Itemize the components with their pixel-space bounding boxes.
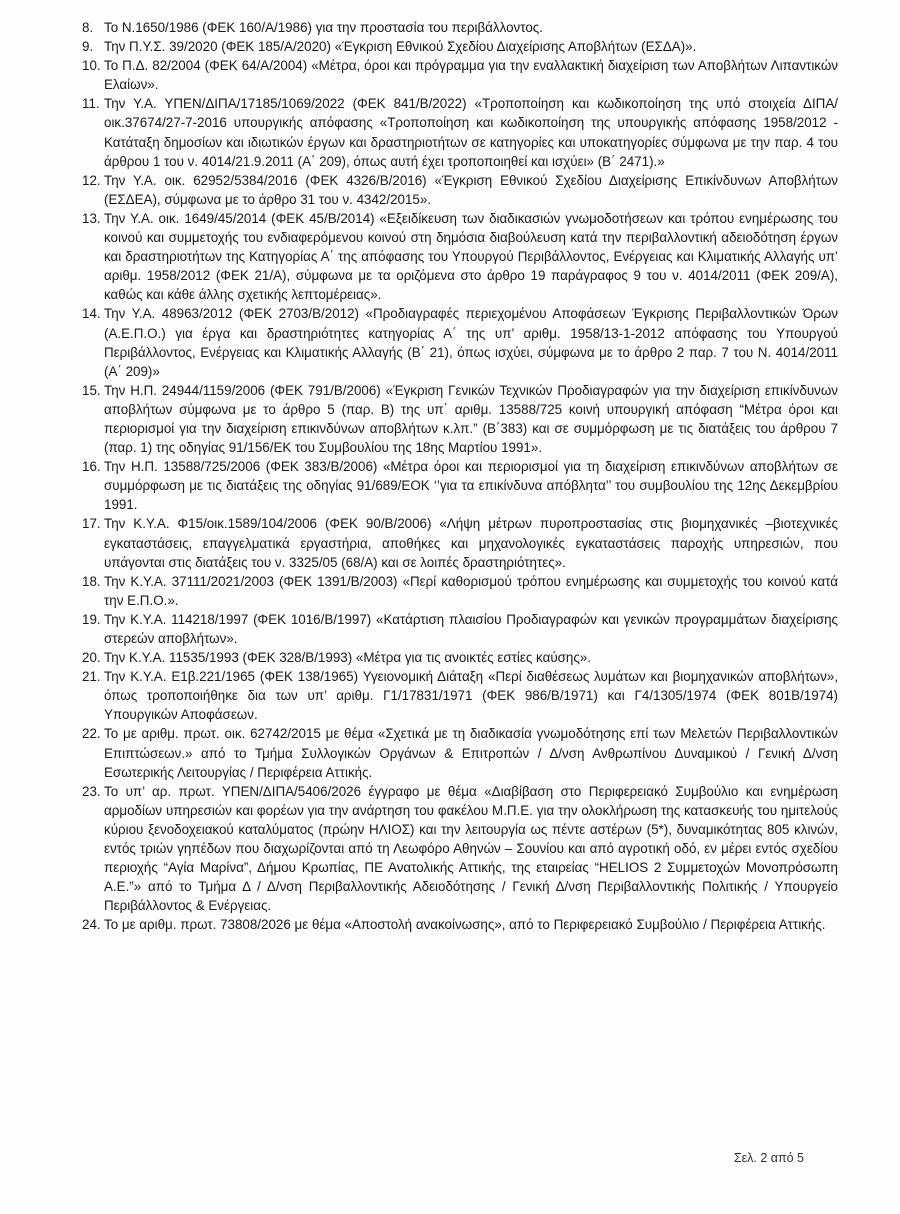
list-item <box>82 304 838 380</box>
item-number: 20. <box>82 650 101 666</box>
item-text: Την Υ.Α. οικ. 62952/5384/2016 (ΦΕΚ 4326/Β/2016) «Έγκριση Εθνικού Σχεδίου Διαχείρισης Επικίνδυνων Αποβλήτων (ΕΣΔΕΑ), σύμφωνα με το άρθρο 31 του ν. 4342/2015». <box>104 172 838 207</box>
item-text: Την Η.Π. 13588/725/2006 (ΦΕΚ 383/Β/2006) «Μέτρα όροι και περιορισμοί για τη διαχείριση επικινδύνων αποβλήτων σε συμμόρφωση με τις διατάξεις της οδηγίας 91/689/ΕΟΚ ‘’για τα επικίνδυνα απόβλητα’’ του συμβουλίου της 12ης Δεκεμβρίου 1991. <box>104 459 838 513</box>
item-text: Την Κ.Υ.Α. Ε1β.221/1965 (ΦΕΚ 138/1965) Υγειονομική Διάταξη «Περί διαθέσεως λυμάτων και βιομηχανικών αποβλήτων», όπως τροποποιήθηκε δια των υπ’ αριθμ. Γ1/17831/1971 (ΦΕΚ 986/Β/1971) και Γ4/1305/1974 (ΦΕΚ 801Β/1974) Υπουργικών Αποφάσεων. <box>104 669 838 723</box>
item-number: 24. <box>82 917 101 933</box>
item-number: 14. <box>82 306 101 322</box>
item-number: 23. <box>82 783 101 799</box>
item-text: Το με αριθμ. πρωτ. οικ. 62742/2015 με θέμα «Σχετικά με τη διαδικασία γνωμοδότησης επί των Μελετών Περιβαλλοντικών Επιπτώσεων.» από το Τμήμα Συλλογικών Οργάνων & Επιτροπών / Δ/νση Ανθρωπίνου Δυναμικού / Γενική Δ/νση Εσωτερικής Λειτουργίας / Περιφέρεια Αττικής. <box>104 726 838 780</box>
references-list <box>82 18 838 935</box>
page-number: Σελ. 2 από 5 <box>733 1151 804 1165</box>
list-item <box>82 667 838 724</box>
list-item <box>82 94 838 170</box>
list-item <box>82 724 838 781</box>
item-text: Την Υ.Α. 48963/2012 (ΦΕΚ 2703/Β/2012) «Προδιαγραφές περιεχομένου Αποφάσεων Έγκρισης Περιβαλλοντικών Όρων (Α.Ε.Π.Ο.) για έργα και δραστηριότητες κατηγορίας Α΄ της υπ’ αριθμ. 1958/13-1-2012 απόφασης του Υπουργού Περιβάλλοντος, Ενέργειας και Κλιματικής Αλλαγής (Β΄ 21), όπως ισχύει, σύμφωνα με το άρθρο 2 παρ. 7 του Ν. 4014/2011 (Α΄ 209)» <box>104 306 838 379</box>
list-item <box>82 514 838 571</box>
item-text: Την Κ.Υ.Α. Φ15/οικ.1589/104/2006 (ΦΕΚ 90/Β/2006) «Λήψη μέτρων πυροπροστασίας στις βιομηχανικές –βιοτεχνικές εγκαταστάσεις, επαγγελματικά εργαστήρια, αποθήκες και μηχανολογικές εγκαταστάσεις παροχής υπηρεσιών, που υπάγονται στις διατάξεις του ν. 3325/05 (68/Α) και σε λοιπές δραστηριότητες». <box>104 516 838 570</box>
item-number: 17. <box>82 516 101 532</box>
item-number: 22. <box>82 726 101 742</box>
item-text: Το Π.Δ. 82/2004 (ΦΕΚ 64/Α/2004) «Μέτρα, όροι και πρόγραμμα για την εναλλακτική διαχείριση των Αποβλήτων Λιπαντικών Ελαίων». <box>104 58 838 93</box>
item-number: 12. <box>82 172 101 188</box>
item-text: Το υπ’ αρ. πρωτ. ΥΠΕΝ/ΔΙΠΑ/5406/2026 έγγραφο με θέμα «Διαβίβαση στο Περιφερειακό Συμβούλιο και ενημέρωση αρμοδίων υπηρεσιών και φορέων για την ανάρτηση του φακέλου Μ.Π.Ε. για την ολοκλήρωση της κατασκευής του ημιτελούς κύριου ξενοδοχειακού καταλύματος (πρώην ΗΛΙΟΣ) και την λειτουργία ως πέντε αστέρων (5*), δυναμικότητας 805 κλινών, εντός τριών γηπέδων που διαχωρίζονται από τη Λεωφόρο Αθηνών – Σουνίου και από αγροτική οδό, εν μέρει εντός σχεδίου περιοχής “Αγία Μαρίνα”, Δήμου Κρωπίας, ΠΕ Ανατολικής Αττικής, της εταιρείας “HELIOS 2 Συμμετοχών Μονοπρόσωπη Α.Ε.”» από το Τμήμα Δ / Δ/νση Περιβαλλοντικής Αδειοδότησης / Γενική Δ/νση Περιβαλλοντικής Πολιτικής / Υπουργείο Περιβάλλοντος & Ενέργειας. <box>104 783 838 914</box>
item-number: 21. <box>82 669 101 685</box>
item-number: 15. <box>82 382 101 398</box>
item-text: Την Π.Υ.Σ. 39/2020 (ΦΕΚ 185/Α/2020) «Έγκριση Εθνικού Σχεδίου Διαχείρισης Αποβλήτων (ΕΣΔΑ)». <box>104 39 697 55</box>
item-number: 8. <box>82 20 94 35</box>
item-number: 19. <box>82 611 101 627</box>
item-text: Την Κ.Υ.Α. 11535/1993 (ΦΕΚ 328/Β/1993) «Μέτρα για τις ανοικτές εστίες καύσης». <box>104 650 591 666</box>
list-item <box>82 18 838 37</box>
item-number: 16. <box>82 459 101 475</box>
list-item <box>82 381 838 457</box>
list-item <box>82 648 838 667</box>
item-number: 18. <box>82 573 101 589</box>
item-number: 11. <box>82 96 100 112</box>
item-number: 10. <box>82 58 101 74</box>
item-text: Το με αριθμ. πρωτ. 73808/2026 με θέμα «Αποστολή ανακοίνωσης», από το Περιφερειακό Συμβούλιο / Περιφέρεια Αττικής. <box>104 917 826 933</box>
list-item <box>82 209 838 304</box>
list-item <box>82 915 838 934</box>
item-text: Την Η.Π. 24944/1159/2006 (ΦΕΚ 791/Β/2006) «Έγκριση Γενικών Τεχνικών Προδιαγραφών για την διαχείριση επικίνδυνων αποβλήτων σύμφωνα με το άρθρο 5 (παρ. Β) της υπ΄ αριθμ. 13588/725 κοινή υπουργική απόφαση “Μέτρα όροι και περιορισμοί για την διαχείριση επικινδύνων αποβλήτων κ.λπ.” (Β΄383) και σε συμμόρφωση με τις διατάξεις του άρθρου 7 (παρ. 1) της οδηγίας 91/156/ΕΚ του Συμβουλίου της 18ης Μαρτίου 1991». <box>104 382 838 456</box>
list-item <box>82 572 838 610</box>
list-item <box>82 171 838 209</box>
item-text: Την Υ.Α. ΥΠΕΝ/ΔΙΠΑ/17185/1069/2022 (ΦΕΚ 841/Β/2022) «Τροποποίηση και κωδικοποίηση της υπό στοιχεία ΔΙΠΑ/οικ.37674/27-7-2016 υπουργικής απόφασης «Τροποποίηση και κωδικοποίηση της υπουργικής απόφασης 1958/2012 - Κατάταξη δημοσίων και ιδιωτικών έργων και δραστηριοτήτων σε κατηγορίες και υποκατηγορίες σύμφωνα με την παρ. 4 του άρθρου 1 του ν. 4014/21.9.2011 (Α΄ 209), όπως αυτή έχει τροποποιηθεί και ισχύει» (Β΄ 2471).» <box>104 96 838 169</box>
item-text: Την Κ.Υ.Α. 37111/2021/2003 (ΦΕΚ 1391/Β/2003) «Περί καθορισμού τρόπου ενημέρωσης και συμμετοχής του κοινού κατά την Ε.Π.Ο.». <box>104 573 838 608</box>
item-text: Το Ν.1650/1986 (ΦΕΚ 160/Α/1986) για την προστασία του περιβάλλοντος. <box>104 20 543 35</box>
list-item <box>82 457 838 514</box>
list-item <box>82 782 838 916</box>
list-item <box>82 37 838 56</box>
item-number: 13. <box>82 210 101 226</box>
list-item <box>82 610 838 648</box>
item-text: Την Υ.Α. οικ. 1649/45/2014 (ΦΕΚ 45/Β/2014) «Εξειδίκευση των διαδικασιών γνωμοδοτήσεων και τρόπου ενημέρωσης του κοινού και συμμετοχής του ενδιαφερόμενου κοινού στη δημόσια διαβούλευση κατά την περιβαλλοντική αδειοδότηση έργων και δραστηριοτήτων της Κατηγορίας Α΄ της απόφασης του Υπουργού Περιβάλλοντος, Ενέργειας και Κλιματικής Αλλαγής υπ’ αριθμ. 1958/2012 (ΦΕΚ 21/Α), σύμφωνα με τα οριζόμενα στο άρθρο 19 παράγραφος 9 του ν. 4014/2011 (ΦΕΚ 209/Α), καθώς και κάθε άλλης σχετικής λεπτομέρειας». <box>104 210 838 303</box>
list-item <box>82 56 838 94</box>
item-number: 9. <box>82 39 94 55</box>
item-text: Την Κ.Υ.Α. 114218/1997 (ΦΕΚ 1016/Β/1997) «Κατάρτιση πλαισίου Προδιαγραφών και γενικών προγραμμάτων διαχείρισης στερεών αποβλήτων». <box>104 611 838 646</box>
